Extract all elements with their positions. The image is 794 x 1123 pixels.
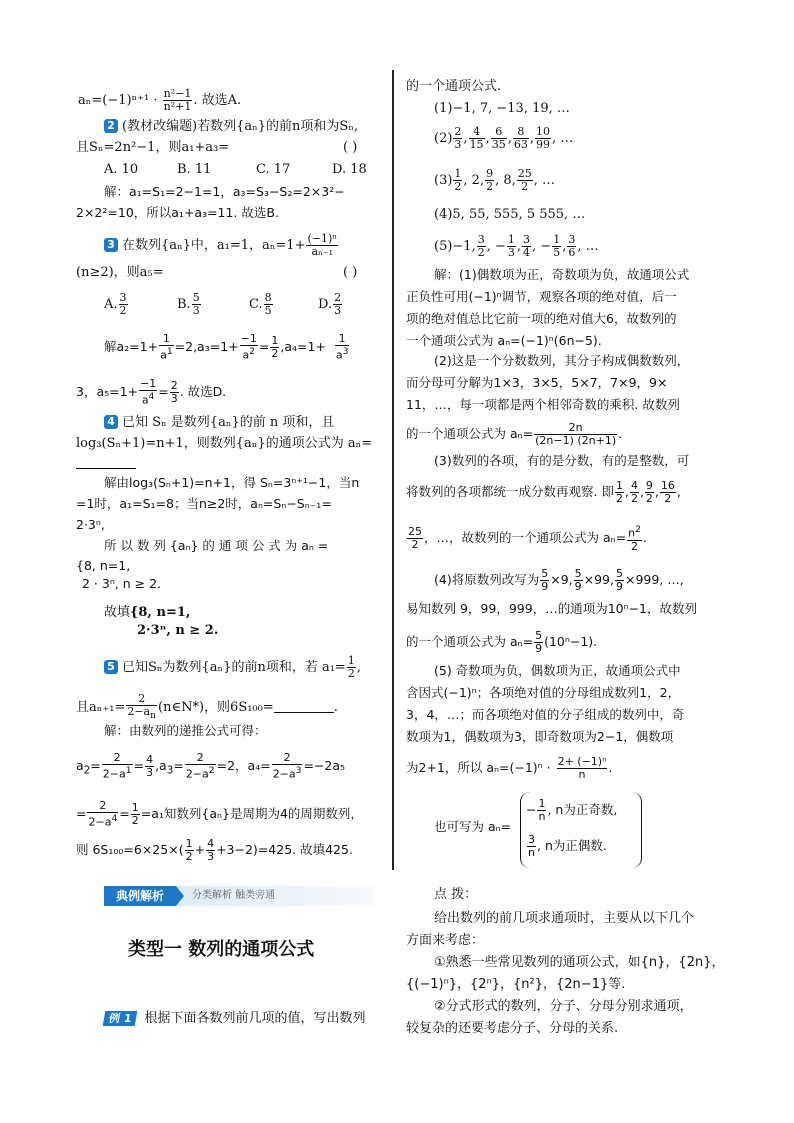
section-subtitle: 分类解析 触类旁通 (192, 890, 276, 901)
piecewise-line: {8, n=1, (76, 558, 131, 573)
solution-line: 而分母可分解为1×3，3×5，5×7，7×9，9× (406, 375, 668, 390)
option-a: A. 10 (104, 162, 139, 177)
problem-number-badge: 2 (104, 119, 118, 133)
solution-line: 11，…，每一项都是两个相邻奇数的乘积. 故数列 (406, 397, 680, 412)
solution-line: = $\frac{2}{2-a^4}$ = $\frac{1}{2}$ =a₁知数列{aₙ}是周期为4的周期数列， (76, 799, 363, 829)
problem-number-badge: 4 (104, 415, 118, 429)
alt-formula: 也可写为 aₙ= (434, 819, 512, 834)
sequence-5: (5)−1, $\frac{3}{2}$ , − $\frac{1}{3}$ , $\frac{3}{4}$ , − $\frac{1}{5}$ , $\frac{3}{6}$ , … (434, 233, 599, 259)
answer-blank (76, 455, 136, 473)
sequence-1: (1)−1, 7, −13, 19, … (434, 101, 570, 116)
option-b: B. $\frac{5}{3}$ (177, 291, 200, 317)
option-b: B. 11 (177, 162, 212, 177)
problem-4: 4 已知 Sₙ 是数列{aₙ}的前 n 项和，且 (104, 414, 334, 432)
option-c: C. 17 (256, 162, 291, 177)
problem-number-badge: 5 (104, 660, 118, 674)
option-d: D. 18 (332, 162, 367, 177)
solution-line: 为2+1，所以 aₙ=(−1)ⁿ · $\frac{\text{2+ (−1)ⁿ}}{n}$ . (406, 755, 613, 781)
problem-5-line2: 且aₙ₊₁= $\frac{2}{2-a_n}$ (n∈N*)，则6S₁₀₀= . (76, 692, 338, 722)
answer-paren: ( ) (343, 140, 358, 155)
sequence-2: (2) $\frac{2}{3}$ , $\frac{4}{15}$ , $\frac{6}{35}$ , $\frac{8}{63}$ , $\frac{10}{99}$ , … (434, 125, 574, 151)
solution-line: $a_2=$ $\frac{2}{2-a^1}$ = $\frac{4}{3}$ $,a_3=$ $\frac{2}{2-a^2}$ =2，a₄= $\frac{2}{2-a^3}$ =−2a₅ (76, 751, 346, 781)
tip-line: ①熟悉一些常见数列的通项公式，如{n}，{2n}， (434, 955, 725, 970)
option-a: A. $\frac{3}{2}$ (104, 291, 127, 317)
solution-line: 的一个通项公式为 aₙ= $\frac{5}{9}$ (10ⁿ−1). (406, 629, 598, 655)
solution-line: 所 以 数 列 {aₙ} 的 通 项 公 式 为 aₙ = (104, 538, 329, 553)
solution-line: 易知数列 9，99，999，…的通项为10ⁿ−1，故数列 (406, 601, 698, 616)
solution-line: 3，a₅=1+ $\frac{-1}{a^4}$ = $\frac{2}{3}$ . 故选D. (76, 377, 227, 407)
problem-3: 3 在数列{aₙ}中，a₁=1，aₙ=1+ $\frac{\text{(−1)ⁿ}}{\text{aₙ₋₁}}$ (104, 233, 339, 258)
solution-line: 解a₂=1+ $\frac{1}{a^1}$ =2,a₃=1+ $\frac{-1}{a^2}$ = $\frac{1}{2}$ ,a₄=1+ $\frac{1}{a^3}$ (104, 332, 349, 362)
problem-number-badge: 3 (104, 238, 118, 252)
section-tag: 典例解析 (104, 886, 176, 906)
fraction: $\frac{\text{n²−1}}{\text{n²+1}}$ (163, 87, 192, 113)
text-line: 的一个通项公式. (406, 79, 502, 94)
solution-line: =1时，a₁=S₁=8；当n≥2时，aₙ=Sₙ−Sₙ₋₁= (76, 496, 332, 511)
type-title: 类型一 数列的通项公式 (128, 939, 315, 960)
solution-line: 2×2²=10，所以a₁+a₃=11. 故选B. (76, 205, 279, 220)
piecewise-case: − $\frac{1}{n}$ , n为正奇数, (526, 797, 618, 823)
solution-line: 一个通项公式为 aₙ=(−1)ⁿ(6n−5). (406, 333, 602, 348)
tip-line: 较复杂的还要考虑分子、分母的关系. (406, 1021, 619, 1036)
tip-line: ②分式形式的数列，分子、分母分别求通项， (434, 999, 693, 1014)
tip-line: {(−1)ⁿ}，{2ⁿ}，{n²}，{2n−1}等. (406, 977, 626, 992)
fraction: $\frac{\text{(−1)ⁿ}}{\text{aₙ₋₁}}$ (307, 232, 338, 258)
tip-line: 方面来考虑： (406, 933, 485, 948)
solution-line: 则 6S₁₀₀=6×25×( $\frac{1}{2}$ + $\frac{4}{3}$ +3−2)=425. 故填425. (76, 837, 353, 863)
section-banner (104, 886, 374, 906)
solution-line: 正负性可用(−1)ⁿ调节，观察各项的绝对值，后一 (406, 289, 677, 304)
solution-line: (3)数列的各项，有的是分数，有的是整数，可 (434, 453, 690, 468)
solution-line: 解：由数列的递推公式可得： (104, 723, 267, 738)
problem-5: 5 已知Sₙ为数列{aₙ}的前n项和，若 a₁= $\frac{1}{2}$ , (104, 655, 361, 680)
solution-line: 3，4，…；而各项绝对值的分子组成的数列中，奇 (406, 707, 685, 722)
option-c: C. $\frac{8}{5}$ (249, 291, 272, 317)
solution-line: 解由log₃(Sₙ+1)=n+1，得 Sₙ=3ⁿ⁺¹−1，当n (104, 475, 360, 490)
solution-line: 数项为1，偶数项为3，即奇数项为2−1，偶数项 (406, 729, 674, 744)
piecewise-line: 2 · 3ⁿ, n ≥ 2. (82, 576, 162, 591)
solution-line: $\frac{25}{2}$ ，…，故数列的一个通项公式为 aₙ= $\frac{n^2}{2}$ . (408, 524, 647, 553)
sequence-3: (3) $\frac{1}{2}$ , 2, $\frac{9}{2}$ , 8, $\frac{25}{2}$ , … (434, 167, 556, 193)
solution-line: 项的绝对值总比它前一项的绝对值大6，故数列的 (406, 311, 677, 326)
problem-2: 2 (教材改编题)若数列{aₙ}的前n项和为Sₙ, (104, 118, 358, 136)
option-d: D. $\frac{2}{3}$ (318, 291, 342, 317)
fill-answer-case2: 2·3ⁿ, n ≥ 2. (137, 623, 219, 638)
problem-2-line2: 且Sₙ=2n²−1，则a₁+a₃= (76, 140, 230, 155)
solution-line: 将数列的各项都统一成分数再观察. 即 $\frac{1}{2}$ , $\frac{4}{2}$ , $\frac{9}{2}$ , $\frac{16}{2}$ , (406, 479, 681, 505)
example-1: 例 1 根据下面各数列前几项的值，写出数列 (104, 1010, 366, 1028)
answer-paren: ( ) (343, 265, 358, 280)
solution-line: 2·3ⁿ, (76, 517, 105, 532)
sequence-4: (4)5, 55, 555, 5 555, … (434, 207, 586, 222)
solution-line: 的一个通项公式为 aₙ= $\frac{2n}{(2n-1) (2n+1)}$ . (406, 421, 623, 447)
solution-line: 解：(1)偶数项为正，奇数项为负，故通项公式 (434, 267, 690, 282)
solution-line: (5) 奇数项为负，偶数项为正，故通项公式中 (434, 663, 681, 678)
tip-heading: 点 拨： (434, 887, 478, 902)
fill-answer: 故填{8, n=1, (104, 605, 191, 620)
solution-line: 含因式(−1)ⁿ；各项绝对值的分母组成数列1，2， (406, 685, 681, 700)
solution-line: 解：a₁=S₁=2−1=1，a₃=S₃−S₂=2×3²− (104, 184, 345, 199)
problem-4-line2: log₃(Sₙ+1)=n+1，则数列{aₙ}的通项公式为 aₙ= (76, 436, 373, 451)
eq-line: aₙ=(−1)ⁿ⁺¹ · $\frac{\text{n²−1}}{\text{n²+1}}$ . 故选A. (78, 87, 242, 113)
solution-line: (2)这是一个分数数列，其分子构成偶数数列， (434, 353, 690, 368)
piecewise-case: $\frac{3}{n}$ , n为正偶数. (528, 833, 607, 859)
problem-3-line2: (n≥2)，则a₅= (76, 265, 164, 280)
tip-line: 给出数列的前几项求通项时，主要从以下几个 (434, 911, 695, 926)
solution-line: (4)将原数列改写为 $\frac{5}{9}$ ×9, $\frac{5}{9}$ ×99, $\frac{5}{9}$ ×999, …, (434, 567, 684, 593)
example-badge: 例 1 (103, 1011, 138, 1026)
column-divider (392, 70, 394, 870)
